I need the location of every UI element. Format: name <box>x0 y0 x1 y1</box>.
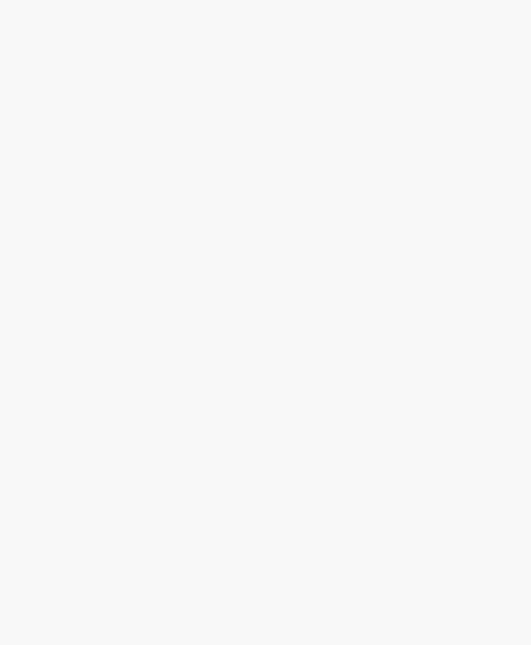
month-overview <box>0 0 531 190</box>
